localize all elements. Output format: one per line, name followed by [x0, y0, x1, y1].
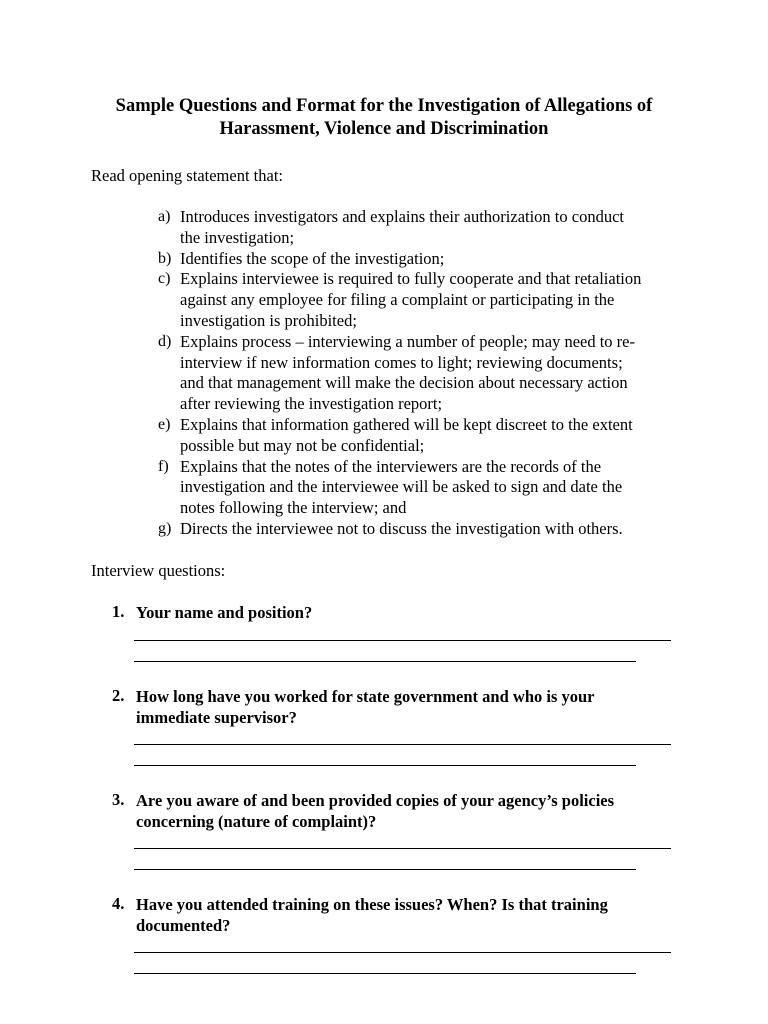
question-4	[112, 894, 692, 936]
list-item-line: possible but may not be confidential;	[180, 435, 425, 455]
list-item-line: Explains that information gathered will be kept discreet to the extent	[180, 414, 633, 434]
statement-items-list	[158, 207, 688, 540]
list-item	[158, 332, 688, 415]
list-item-line: investigation and the interviewee will be asked to sign and date the	[180, 477, 623, 497]
question-1	[112, 602, 692, 623]
answer-line[interactable]	[134, 640, 671, 641]
list-item-line: interview if new information comes to light; reviewing documents;	[180, 352, 623, 372]
list-item	[158, 207, 688, 249]
list-item-line: Identifies the scope of the investigation;	[180, 248, 445, 268]
list-item-line: Directs the interviewee not to discuss the investigation with others.	[180, 518, 623, 538]
opening-statement-prompt: Read opening statement that:	[91, 166, 283, 185]
question-number: 3.	[112, 790, 125, 809]
list-item-marker: f)	[158, 457, 169, 475]
document-title-line-2: Harassment, Violence and Discrimination	[219, 119, 549, 139]
list-item-line: the investigation;	[180, 227, 295, 247]
list-item-line: and that management will make the decision about necessary action	[180, 373, 628, 393]
list-item-line: after reviewing the investigation report;	[180, 394, 443, 414]
question-text-line: Your name and position?	[136, 603, 313, 622]
answer-line[interactable]	[134, 744, 671, 745]
list-item-marker: d)	[158, 332, 172, 350]
list-item-marker: e)	[158, 415, 171, 433]
list-item	[158, 457, 688, 519]
answer-line[interactable]	[134, 848, 671, 849]
list-item	[158, 249, 688, 270]
list-item-line: notes following the interview; and	[180, 498, 407, 518]
list-item-line: Explains that the notes of the interviewers are the records of the	[180, 456, 602, 476]
document-title-line-1: Sample Questions and Format for the Investigation of Allegations of	[115, 96, 653, 116]
list-item-marker: b)	[158, 249, 172, 267]
list-item-marker: g)	[158, 519, 172, 537]
list-item-line: investigation is prohibited;	[180, 310, 357, 330]
answer-line[interactable]	[134, 952, 671, 953]
question-text-line: Have you attended training on these issues? When? Is that training	[136, 895, 608, 914]
question-text-line: How long have you worked for state government and who is your	[136, 687, 595, 706]
question-text-line: documented?	[136, 916, 231, 935]
list-item	[158, 415, 688, 457]
answer-line[interactable]	[134, 661, 636, 662]
question-number: 4.	[112, 894, 125, 913]
question-2	[112, 686, 692, 728]
list-item-marker: c)	[158, 270, 171, 288]
question-text-line: immediate supervisor?	[136, 708, 297, 727]
answer-line[interactable]	[134, 973, 636, 974]
list-item-line: Explains process – interviewing a number of people; may need to re-	[180, 331, 635, 351]
interview-questions-heading: Interview questions:	[91, 561, 226, 580]
question-text-line: concerning (nature of complaint)?	[136, 812, 377, 831]
question-number: 1.	[112, 602, 125, 621]
list-item-line: against any employee for filing a complaint or participating in the	[180, 290, 615, 310]
question-number: 2.	[112, 686, 125, 705]
list-item	[158, 269, 688, 331]
answer-line[interactable]	[134, 869, 636, 870]
answer-line[interactable]	[134, 765, 636, 766]
list-item-marker: a)	[158, 208, 171, 225]
list-item-line: Introduces investigators and explains their authorization to conduct	[180, 207, 625, 226]
question-3	[112, 790, 692, 832]
question-text-line: Are you aware of and been provided copies of your agency’s policies	[136, 791, 615, 810]
list-item	[158, 519, 688, 540]
list-item-line: Explains interviewee is required to fully cooperate and that retaliation	[180, 269, 642, 289]
